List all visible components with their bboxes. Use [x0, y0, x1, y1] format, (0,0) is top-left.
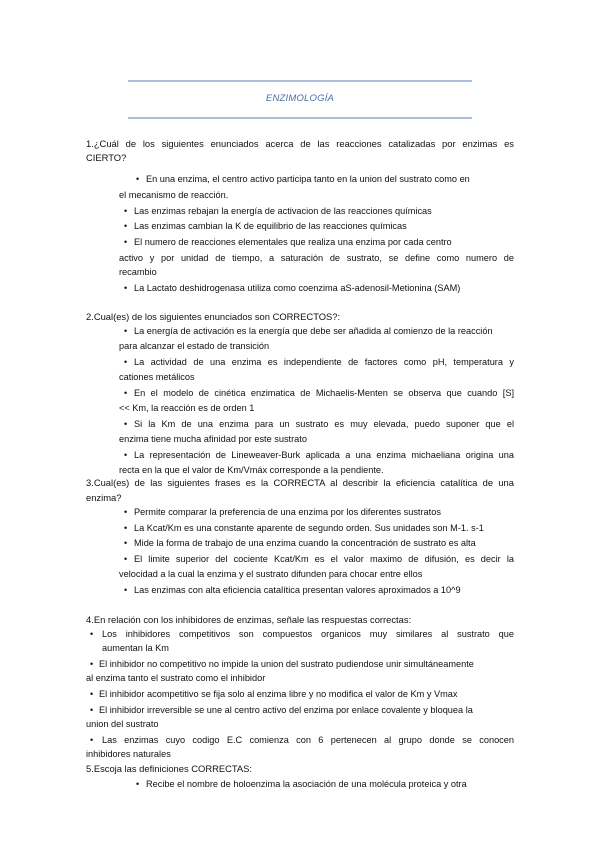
bullet: • [124, 585, 128, 595]
q4-option-5-line2: inhibidores naturales [86, 749, 171, 759]
q4-option-2-line1: El inhibidor no competitivo no impide la union del sustrato pudiendose unir simultáneamente [99, 659, 474, 669]
header-rule-bottom [128, 117, 472, 119]
q1-option-1-line2: el mecanismo de reacción. [119, 190, 229, 200]
q4-option-4-line2: union del sustrato [86, 719, 159, 729]
page-title: ENZIMOLOGÍA [265, 93, 335, 104]
q4-option-3: El inhibidor acompetitivo se fija solo al enzima libre y no modifica el valor de Km y Vmax [99, 689, 458, 699]
bullet: • [124, 357, 128, 367]
bullet: • [124, 554, 128, 564]
q1-line1: 1.¿Cuál de los siguientes enunciados acerca de las reacciones catalizadas por enzimas es [86, 138, 514, 149]
q1-option-1-line1: En una enzima, el centro activo participa tanto en la union del sustrato como en [146, 174, 470, 184]
bullet: • [124, 450, 128, 460]
q1-option-4-line3: recambio [119, 267, 157, 277]
bullet: • [124, 388, 128, 398]
q3-option-5: Las enzimas con alta eficiencia catalítica presentan valores aproximados a 10^9 [134, 585, 461, 595]
q2-option-4-line1: Si la Km de una enzima para un sustrato es muy elevada, puedo suponer que el [134, 419, 514, 429]
bullet: • [124, 507, 128, 517]
bullet: • [90, 629, 94, 639]
q5-line1: 5.Escoja las definiciones CORRECTAS: [86, 763, 253, 774]
bullet: • [90, 689, 94, 699]
q1-option-3: Las enzimas cambian la K de equilibrio de las reacciones químicas [134, 221, 407, 231]
q2-option-4-line2: enzima tiene mucha afinidad por este sustrato [119, 434, 307, 444]
q3-option-3: Mide la forma de trabajo de una enzima cuando la concentración de sustrato es alta [134, 538, 476, 548]
q1-option-2: Las enzimas rebajan la energía de activacion de las reacciones químicas [134, 206, 432, 216]
bullet: • [124, 237, 128, 247]
q3-option-1: Permite comparar la preferencia de una enzima por los diferentes sustratos [134, 507, 441, 517]
q2-option-1-line2: para alcanzar el estado de transición [119, 341, 270, 351]
bullet: • [124, 538, 128, 548]
q4-option-1-line1: Los inhibidores competitivos son compuestos organicos muy similares al sustrato que [102, 629, 514, 639]
q4-option-1-line2: aumentan la Km [102, 643, 169, 653]
q2-option-3-line2: << Km, la reacción es de orden 1 [119, 403, 255, 413]
q2-option-2-line2: cationes metálicos [119, 372, 195, 382]
q2-option-5-line1: La representación de Lineweaver-Burk aplicada a una enzima michaeliana origina una [134, 450, 514, 460]
q4-option-5-line1: Las enzimas cuyo codigo E.C comienza con 6 pertenecen al grupo donde se conocen [102, 735, 514, 745]
bullet: • [124, 419, 128, 429]
q4-option-4-line1: El inhibidor irreversible se une al centro activo del enzima por enlace covalente y bloquea la [99, 705, 473, 715]
q1-line2: CIERTO? [86, 152, 127, 163]
bullet: • [90, 735, 94, 745]
q3-option-4-line2: velocidad a la cual la enzima y el sustrato difunden para chocar entre ellos [119, 569, 423, 579]
q1-option-5: La Lactato deshidrogenasa utiliza como coenzima aS-adenosil-Metionina (SAM) [134, 283, 461, 293]
bullet: • [90, 705, 94, 715]
bullet: • [124, 326, 128, 336]
header-rule-top [128, 80, 472, 82]
q3-option-4-line1: El limite superior del cociente Kcat/Km es el valor maximo de difusión, es decir la [134, 554, 514, 564]
bullet: • [136, 779, 140, 789]
q3-line1: 3.Cual(es) de las siguientes frases es la CORRECTA al describir la eficiencia catalítica de una [86, 477, 514, 488]
q2-option-1-line1: La energía de activación es la energía que debe ser añadida al comienzo de la reacción [134, 326, 493, 336]
bullet: • [124, 523, 128, 533]
q1-option-4-line1: El numero de reacciones elementales que realiza una enzima por cada centro [134, 237, 452, 247]
q3-line2: enzima? [86, 492, 122, 503]
q3-option-2: La Kcat/Km es una constante aparente de segundo orden. Sus unidades son M-1. s-1 [134, 523, 484, 533]
q2-option-5-line2: recta en la que el valor de Km/Vmáx corresponde a la pendiente. [119, 465, 384, 475]
q2-line1: 2.Cual(es) de los siguientes enunciados son CORRECTOS?: [86, 311, 341, 322]
q2-option-3-line1: En el modelo de cinética enzimatica de Michaelis-Menten se observa que cuando [S] [134, 388, 514, 398]
bullet: • [124, 283, 128, 293]
q4-option-2-line2: al enzima tanto el sustrato como el inhibidor [86, 673, 266, 683]
q4-line1: 4.En relación con los inhibidores de enzimas, señale las respuestas correctas: [86, 614, 412, 625]
bullet: • [136, 174, 140, 184]
bullet: • [124, 206, 128, 216]
q1-option-4-line2: activo y por unidad de tiempo, a saturación de sustrato, se define como numero de [119, 253, 514, 263]
q2-option-2-line1: La actividad de una enzima es independiente de factores como pH, temperatura y [134, 357, 514, 367]
bullet: • [90, 659, 94, 669]
bullet: • [124, 221, 128, 231]
q5-option-1: Recibe el nombre de holoenzima la asociación de una molécula proteica y otra [146, 779, 467, 789]
